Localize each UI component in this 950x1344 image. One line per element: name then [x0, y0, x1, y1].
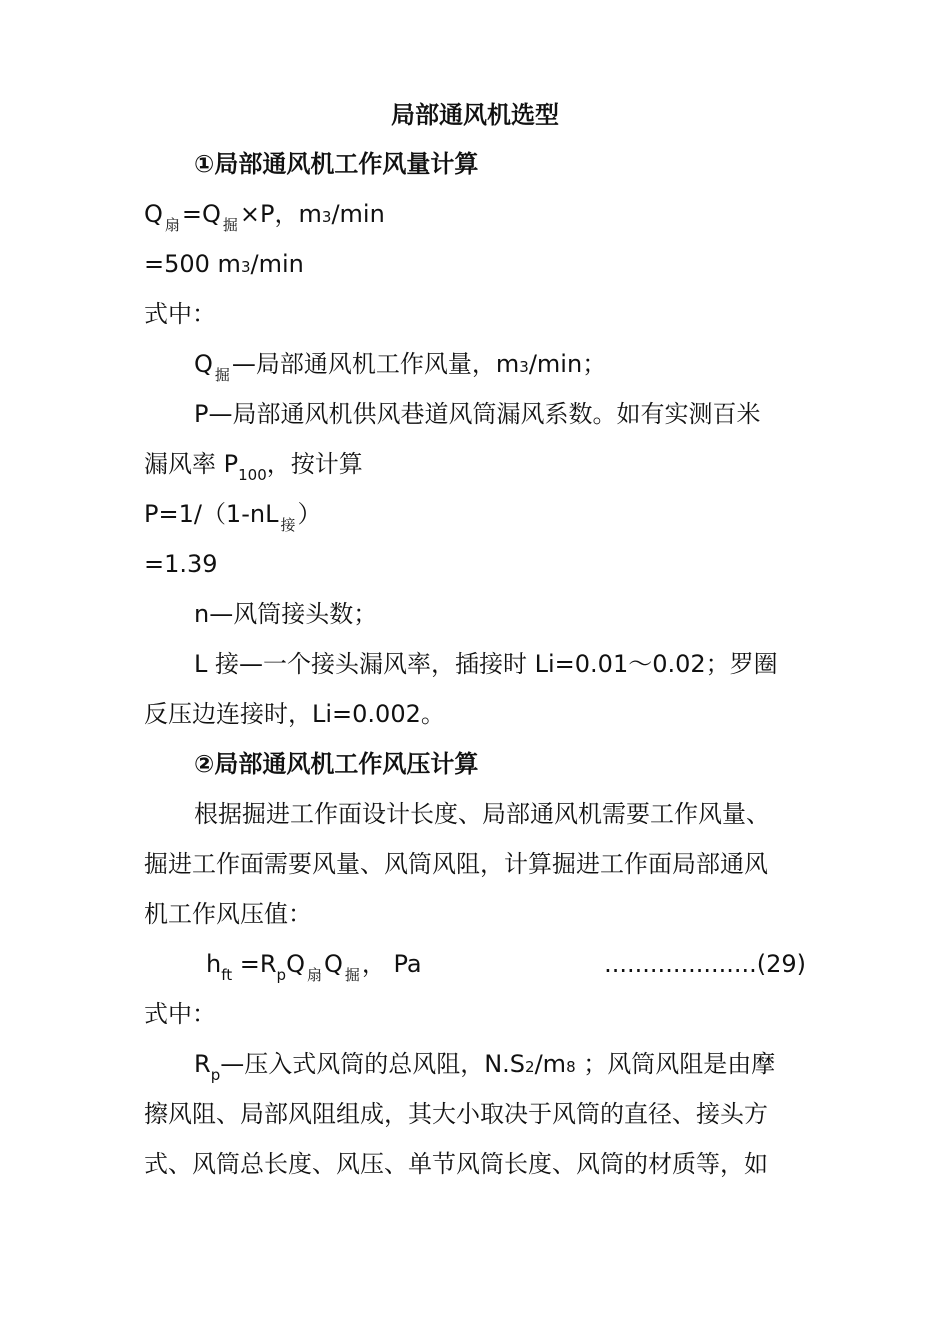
formula-pressure [206, 948, 422, 984]
result-p: =1.39 [144, 550, 218, 578]
formula-p-sub: 接 [280, 516, 296, 534]
formula-eq-q: =Q [181, 200, 221, 228]
def-q-symbol: Q [194, 350, 213, 378]
paragraph-line3: 机工作风压值： [144, 900, 312, 928]
def-q-sub: 掘 [214, 366, 230, 384]
definition-l-line2: 反压边连接时，Li=0.002。 [144, 700, 445, 728]
definition-r-line3: 式、风筒总长度、风压、单节风筒长度、风筒的材质等，如 [144, 1150, 768, 1178]
result-value: =500 m [144, 250, 241, 278]
formula-fan-airflow [144, 198, 385, 234]
def-q-text: —局部通风机工作风量，m [231, 350, 520, 378]
formula-p-rest: ） [297, 500, 322, 528]
formula-sub-shan: 扇 [164, 216, 180, 234]
paragraph-line1: 根据掘进工作面设计长度、局部通风机需要工作风量、 [194, 800, 770, 828]
formula-times-p: ×P，m [239, 200, 322, 228]
formula-q2: Q [323, 950, 343, 978]
def-q-unit-rest: /min； [528, 350, 607, 378]
formula-p-text: P=1/（1-nL [144, 500, 279, 528]
definition-p-line2 [144, 448, 363, 484]
formula-p [144, 498, 322, 534]
definition-r-line2: 擦风阻、局部风阻组成，其大小取决于风筒的直径、接头方 [144, 1100, 768, 1128]
result-unit-rest: /min [250, 250, 304, 278]
equation-number: ....................(29) [604, 950, 806, 978]
definition-q-jue [194, 348, 607, 384]
formula-q1: Q [286, 950, 305, 978]
where-label-1: 式中： [144, 300, 216, 328]
result-fan-airflow [144, 248, 304, 280]
section1-heading: ①局部通风机工作风量计算 [194, 150, 479, 178]
formula-h-sub: ft [221, 966, 233, 984]
def-r-symbol: R [194, 1050, 211, 1078]
formula-sub-jue: 掘 [222, 216, 238, 234]
definition-p-line1: P—局部通风机供风巷道风筒漏风系数。如有实测百米 [194, 400, 761, 428]
formula-unit: ， Pa [361, 950, 422, 978]
def-p2-sub: 100 [238, 466, 267, 484]
definition-n: n—风筒接头数； [194, 600, 378, 628]
formula-h: h [206, 950, 222, 978]
def-q-unit-sub: 3 [519, 358, 529, 376]
section2-heading: ②局部通风机工作风压计算 [194, 750, 479, 778]
def-p2-text: 漏风率 P [144, 450, 239, 478]
formula-q: Q [144, 200, 163, 228]
formula-q2-sub: 掘 [344, 966, 360, 984]
formula-r-sub: p [276, 966, 287, 984]
where-label-2: 式中： [144, 1000, 216, 1028]
def-r-m-sub: 8 [566, 1058, 576, 1076]
formula-eq-r: =R [232, 950, 277, 978]
def-p2-rest: ，按计算 [266, 450, 363, 478]
page-title: 局部通风机选型 [391, 101, 559, 129]
result-unit-sub: 3 [240, 258, 251, 276]
definition-r-line1 [194, 1048, 776, 1084]
formula-q1-sub: 扇 [306, 966, 322, 984]
def-r-s-sub: 2 [525, 1058, 535, 1076]
def-r-rest: ；风筒风阻是由摩 [575, 1050, 776, 1078]
definition-l-line1: L 接—一个接头漏风率，插接时 Li=0.01～0.02；罗圈 [194, 650, 778, 678]
formula-unit-sub: 3 [321, 208, 332, 226]
paragraph-line2: 掘进工作面需要风量、风筒风阻，计算掘进工作面局部通风 [144, 850, 768, 878]
def-r-text: —压入式风筒的总风阻，N.S [220, 1050, 526, 1078]
def-r-mid: /m [534, 1050, 567, 1078]
def-r-sub: p [210, 1066, 221, 1084]
formula-unit-rest: /min [331, 200, 385, 228]
